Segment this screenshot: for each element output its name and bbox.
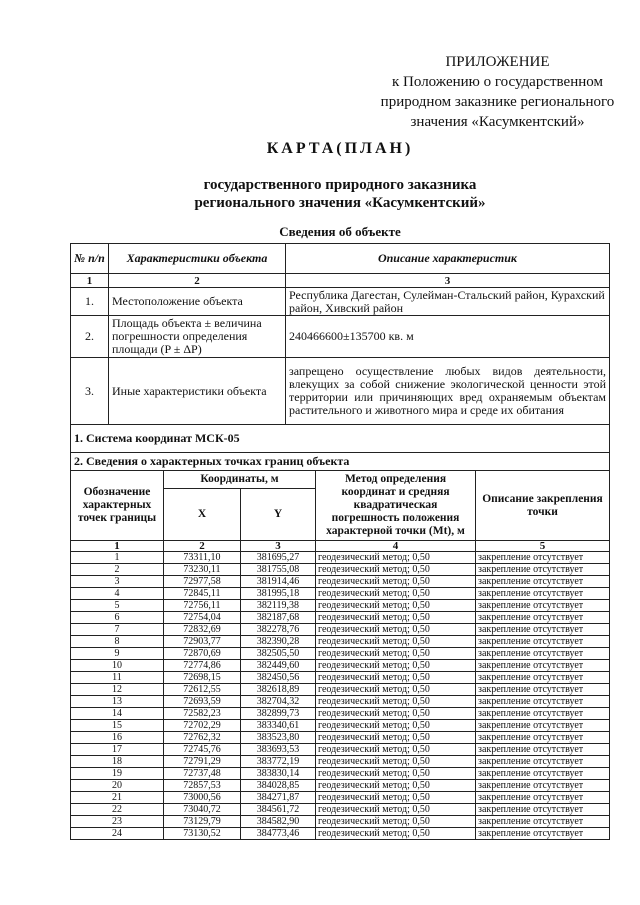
point-x: 73040,72	[164, 804, 241, 816]
table-row	[71, 588, 610, 600]
point-fixing: закрепление отсутствует	[476, 636, 610, 648]
point-x: 72857,53	[164, 780, 241, 792]
point-method: геодезический метод; 0,50	[316, 672, 476, 684]
point-x: 72745,76	[164, 744, 241, 756]
table-row	[71, 600, 610, 612]
point-fixing: закрепление отсутствует	[476, 660, 610, 672]
point-y: 381695,27	[241, 552, 316, 564]
point-method: геодезический метод; 0,50	[316, 816, 476, 828]
point-method: геодезический метод; 0,50	[316, 780, 476, 792]
column-number: 1	[71, 274, 109, 288]
point-method: геодезический метод; 0,50	[316, 828, 476, 840]
table-row	[71, 576, 610, 588]
point-fixing: закрепление отсутствует	[476, 576, 610, 588]
row-number: 1.	[71, 288, 109, 316]
row-characteristic: Местоположение объекта	[109, 288, 286, 316]
point-id: 8	[71, 636, 164, 648]
point-x: 72702,29	[164, 720, 241, 732]
point-fixing: закрепление отсутствует	[476, 792, 610, 804]
table-row	[71, 564, 610, 576]
point-y: 384561,72	[241, 804, 316, 816]
column-number: 2	[109, 274, 286, 288]
column-number: 1	[71, 541, 164, 552]
table-row	[71, 288, 610, 316]
point-y: 384773,46	[241, 828, 316, 840]
point-id: 16	[71, 732, 164, 744]
point-method: геодезический метод; 0,50	[316, 744, 476, 756]
point-id: 15	[71, 720, 164, 732]
point-y: 382119,38	[241, 600, 316, 612]
appendix-line: ПРИЛОЖЕНИЕ	[445, 54, 550, 70]
point-method: геодезический метод; 0,50	[316, 552, 476, 564]
point-fixing: закрепление отсутствует	[476, 816, 610, 828]
point-fixing: закрепление отсутствует	[476, 624, 610, 636]
point-id: 10	[71, 660, 164, 672]
point-method: геодезический метод; 0,50	[316, 624, 476, 636]
point-method: геодезический метод; 0,50	[316, 636, 476, 648]
point-id: 13	[71, 696, 164, 708]
point-x: 72698,15	[164, 672, 241, 684]
table-row	[71, 828, 610, 840]
point-y: 382704,32	[241, 696, 316, 708]
point-x: 73311,10	[164, 552, 241, 564]
point-fixing: закрепление отсутствует	[476, 648, 610, 660]
point-method: геодезический метод; 0,50	[316, 660, 476, 672]
point-method: геодезический метод; 0,50	[316, 576, 476, 588]
point-fixing: закрепление отсутствует	[476, 756, 610, 768]
header-x: X	[164, 489, 241, 541]
document-subtitle	[0, 176, 640, 212]
point-y: 381995,18	[241, 588, 316, 600]
point-method: геодезический метод; 0,50	[316, 696, 476, 708]
point-fixing: закрепление отсутствует	[476, 720, 610, 732]
table-row	[71, 660, 610, 672]
row-number: 2.	[71, 316, 109, 358]
point-method: геодезический метод; 0,50	[316, 600, 476, 612]
point-x: 72762,32	[164, 732, 241, 744]
section-coordinate-system: 1. Система координат МСК-05	[71, 425, 610, 453]
point-x: 72774,86	[164, 660, 241, 672]
header-method: Метод определения координат и средняя квадратическая погрешность положения характерной точки (Mt), м	[316, 471, 476, 541]
point-x: 72903,77	[164, 636, 241, 648]
table-row	[71, 552, 610, 564]
table-row	[71, 648, 610, 660]
header-characteristic: Характеристики объекта	[109, 244, 286, 274]
point-fixing: закрепление отсутствует	[476, 708, 610, 720]
point-y: 381914,46	[241, 576, 316, 588]
point-id: 3	[71, 576, 164, 588]
point-x: 72832,69	[164, 624, 241, 636]
point-fixing: закрепление отсутствует	[476, 744, 610, 756]
point-y: 381755,08	[241, 564, 316, 576]
point-fixing: закрепление отсутствует	[476, 672, 610, 684]
header-coordinates: Координаты, м	[164, 471, 316, 489]
table-row	[71, 358, 610, 425]
point-fixing: закрепление отсутствует	[476, 684, 610, 696]
point-x: 72756,11	[164, 600, 241, 612]
appendix-line: к Положению о государственном	[392, 74, 603, 90]
point-id: 19	[71, 768, 164, 780]
point-id: 9	[71, 648, 164, 660]
point-method: геодезический метод; 0,50	[316, 648, 476, 660]
point-fixing: закрепление отсутствует	[476, 552, 610, 564]
point-y: 382449,60	[241, 660, 316, 672]
point-fixing: закрепление отсутствует	[476, 768, 610, 780]
point-fixing: закрепление отсутствует	[476, 588, 610, 600]
table-row	[71, 672, 610, 684]
point-x: 72845,11	[164, 588, 241, 600]
point-id: 22	[71, 804, 164, 816]
point-x: 72737,48	[164, 768, 241, 780]
table-row	[71, 684, 610, 696]
point-y: 382278,76	[241, 624, 316, 636]
column-number: 3	[241, 541, 316, 552]
point-y: 382618,89	[241, 684, 316, 696]
table-row	[71, 768, 610, 780]
point-id: 11	[71, 672, 164, 684]
row-characteristic: Иные характеристики объекта	[109, 358, 286, 425]
row-number: 3.	[71, 358, 109, 425]
table-row	[71, 708, 610, 720]
table-row	[71, 792, 610, 804]
point-id: 2	[71, 564, 164, 576]
table-row	[71, 756, 610, 768]
point-method: геодезический метод; 0,50	[316, 684, 476, 696]
point-fixing: закрепление отсутствует	[476, 732, 610, 744]
point-y: 382899,73	[241, 708, 316, 720]
subtitle-line: регионального значения «Касумкентский»	[194, 195, 486, 211]
point-x: 73230,11	[164, 564, 241, 576]
point-x: 72693,59	[164, 696, 241, 708]
appendix-header	[360, 52, 635, 132]
point-fixing: закрепление отсутствует	[476, 564, 610, 576]
point-x: 72612,55	[164, 684, 241, 696]
point-id: 7	[71, 624, 164, 636]
table-row	[71, 720, 610, 732]
point-y: 384028,85	[241, 780, 316, 792]
point-y: 383693,53	[241, 744, 316, 756]
table-row	[71, 624, 610, 636]
point-method: геодезический метод; 0,50	[316, 756, 476, 768]
header-fixing: Описание закрепления точки	[476, 471, 610, 541]
point-x: 73129,79	[164, 816, 241, 828]
header-y: Y	[241, 489, 316, 541]
point-fixing: закрепление отсутствует	[476, 804, 610, 816]
point-x: 73000,56	[164, 792, 241, 804]
table-row	[71, 732, 610, 744]
column-number: 3	[286, 274, 610, 288]
point-x: 73130,52	[164, 828, 241, 840]
row-description: 240466600±135700 кв. м	[286, 316, 610, 358]
point-y: 384271,87	[241, 792, 316, 804]
point-method: геодезический метод; 0,50	[316, 612, 476, 624]
point-y: 383830,14	[241, 768, 316, 780]
point-fixing: закрепление отсутствует	[476, 780, 610, 792]
point-id: 6	[71, 612, 164, 624]
point-y: 382187,68	[241, 612, 316, 624]
point-y: 382390,28	[241, 636, 316, 648]
point-x: 72582,23	[164, 708, 241, 720]
point-y: 382450,56	[241, 672, 316, 684]
point-method: геодезический метод; 0,50	[316, 732, 476, 744]
point-x: 72754,04	[164, 612, 241, 624]
point-id: 21	[71, 792, 164, 804]
subtitle-line: государственного природного заказника	[203, 177, 477, 193]
point-id: 23	[71, 816, 164, 828]
table-row	[71, 804, 610, 816]
point-fixing: закрепление отсутствует	[476, 696, 610, 708]
point-fixing: закрепление отсутствует	[476, 612, 610, 624]
info-heading: Сведения об объекте	[279, 224, 401, 239]
point-id: 12	[71, 684, 164, 696]
point-y: 383772,19	[241, 756, 316, 768]
table-row	[71, 316, 610, 358]
document-title: КАРТА(ПЛАН)	[266, 140, 414, 157]
point-method: геодезический метод; 0,50	[316, 564, 476, 576]
points-table	[70, 424, 610, 840]
point-id: 20	[71, 780, 164, 792]
table-row	[71, 816, 610, 828]
column-number: 5	[476, 541, 610, 552]
table-row	[71, 780, 610, 792]
appendix-line: природном заказнике регионального	[380, 94, 615, 110]
point-x: 72870,69	[164, 648, 241, 660]
point-id: 24	[71, 828, 164, 840]
point-id: 5	[71, 600, 164, 612]
point-id: 17	[71, 744, 164, 756]
object-table	[70, 243, 610, 425]
point-x: 72791,29	[164, 756, 241, 768]
point-id: 1	[71, 552, 164, 564]
header-description: Описание характеристик	[286, 244, 610, 274]
table-row	[71, 612, 610, 624]
point-method: геодезический метод; 0,50	[316, 768, 476, 780]
point-method: геодезический метод; 0,50	[316, 588, 476, 600]
header-designation: Обозначение характерных точек границы	[71, 471, 164, 541]
header-number: № п/п	[71, 244, 109, 274]
appendix-line: значения «Касумкентский»	[410, 114, 585, 130]
point-method: геодезический метод; 0,50	[316, 720, 476, 732]
point-y: 384582,90	[241, 816, 316, 828]
point-method: геодезический метод; 0,50	[316, 792, 476, 804]
point-fixing: закрепление отсутствует	[476, 600, 610, 612]
point-y: 383523,80	[241, 732, 316, 744]
point-method: геодезический метод; 0,50	[316, 708, 476, 720]
table-row	[71, 744, 610, 756]
point-x: 72977,58	[164, 576, 241, 588]
column-number: 4	[316, 541, 476, 552]
column-number: 2	[164, 541, 241, 552]
row-characteristic: Площадь объекта ± величина погрешности определения площади (P ± ΔP)	[109, 316, 286, 358]
point-fixing: закрепление отсутствует	[476, 828, 610, 840]
section-boundary-points: 2. Сведения о характерных точках границ объекта	[71, 453, 610, 471]
points-rows	[71, 552, 610, 840]
point-y: 382505,50	[241, 648, 316, 660]
point-id: 4	[71, 588, 164, 600]
row-description: запрещено осуществление любых видов деятельности, влекущих за собой снижение экологической ценности этой территории или причиняющих вред охраняемым объектам растительного и животного мира и среде их обитания	[286, 358, 610, 425]
point-y: 383340,61	[241, 720, 316, 732]
row-description: Республика Дагестан, Сулейман-Стальский район, Курахский район, Хивский район	[286, 288, 610, 316]
point-id: 18	[71, 756, 164, 768]
table-row	[71, 696, 610, 708]
table-row	[71, 636, 610, 648]
point-method: геодезический метод; 0,50	[316, 804, 476, 816]
point-id: 14	[71, 708, 164, 720]
